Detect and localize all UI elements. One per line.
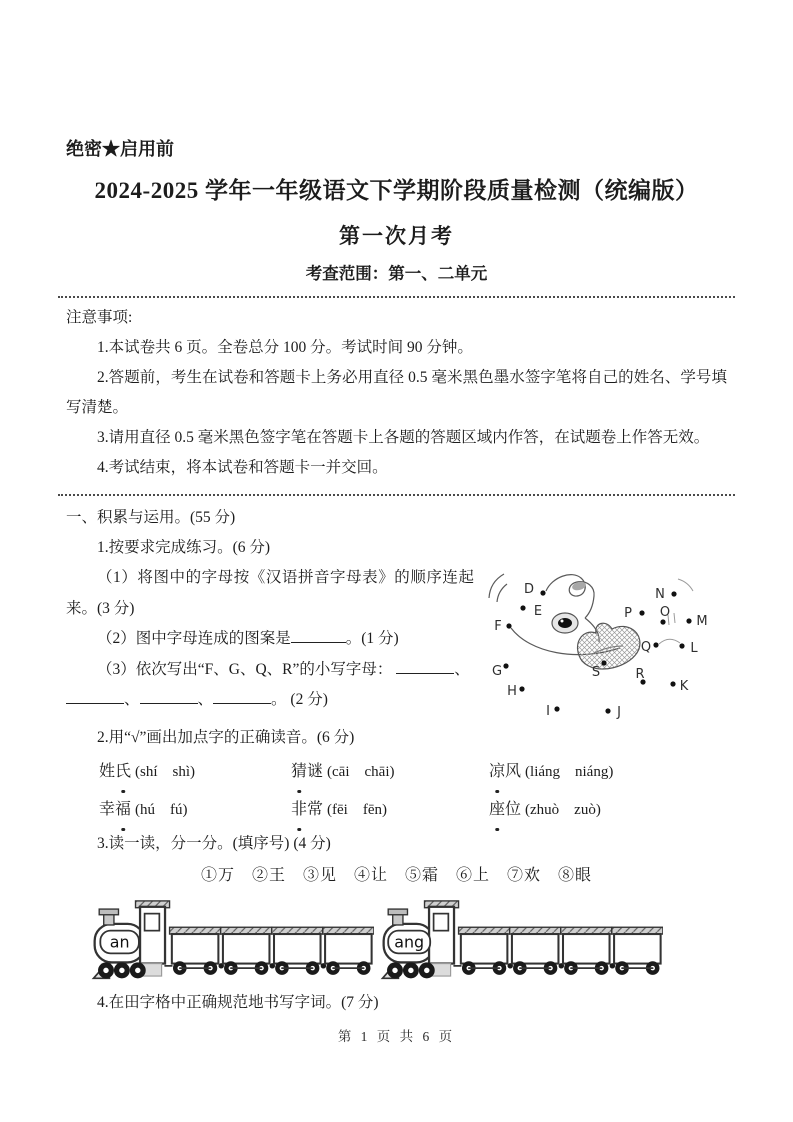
q1-sub3: （3）依次写出“F、G、Q、R”的小写字母： 、、 、 。 (2 分) — [66, 655, 474, 716]
letter-label: G — [491, 664, 503, 679]
letter-label: P — [624, 606, 632, 621]
locomotive — [94, 901, 170, 978]
notice-section — [66, 303, 727, 483]
page-footer: 第 1 页 共 6 页 — [337, 1029, 456, 1044]
wagon — [459, 927, 510, 975]
loco-wheels — [387, 962, 435, 978]
answer-blank — [213, 690, 271, 704]
letter-label: R — [635, 667, 645, 682]
answer-blank — [396, 660, 454, 674]
q2-row-2 — [66, 796, 727, 829]
trains-figure — [66, 900, 727, 984]
exam-body — [66, 503, 727, 1018]
word-item: 非常 (fēi fēn) — [291, 796, 489, 829]
cab-window — [434, 914, 449, 931]
q3-stem: 3.读一读，分一分。(填序号) (4 分) — [97, 835, 331, 852]
q4-stem: 4.在田字格中正确规范地书写字词。(7 分) — [97, 994, 379, 1011]
letter-label: I — [546, 704, 550, 719]
q2-row-1 — [66, 758, 727, 791]
letter-label: Q — [640, 640, 652, 655]
chimney-cap — [99, 909, 118, 915]
train-ang — [379, 900, 663, 984]
locomotive — [383, 901, 459, 978]
notice-item-2: 2.答题前，考生在试卷和答题卡上务必用直径 0.5 毫米黑色墨水签字笔将自己的姓名、学号填写清楚。 — [66, 369, 727, 416]
train-label: ang — [394, 932, 425, 952]
wagon — [561, 927, 612, 975]
wagons — [165, 927, 374, 975]
letter-label: O — [659, 605, 671, 620]
wagon — [612, 927, 663, 975]
train-label: an — [109, 932, 130, 952]
wing-hatched — [578, 623, 640, 669]
q1-stem: 1.按要求完成练习。(6 分) — [97, 539, 271, 556]
section1-heading: 一、积累与运用。(55 分) — [66, 509, 236, 526]
answer-blank — [66, 690, 124, 704]
word-item: 猜谜 (cāi chāi) — [291, 758, 489, 791]
wagon — [510, 927, 561, 975]
letter-label: K — [679, 679, 689, 694]
letter-label: H — [507, 684, 517, 699]
eye — [552, 613, 578, 633]
word-item: 凉风 (liáng niáng) — [489, 758, 727, 791]
wagon — [170, 927, 221, 975]
exam-title: 2024-2025 学年一年级语文下学期阶段质量检测（统编版） — [94, 178, 699, 203]
answer-blank — [140, 690, 198, 704]
letter-label: D — [523, 582, 535, 597]
letter-label: F — [494, 619, 502, 634]
exam-subtitle: 第一次月考 — [339, 224, 454, 248]
dotted-divider-top — [58, 295, 735, 298]
wagon — [323, 927, 374, 975]
notice-item-3: 3.请用直径 0.5 毫米黑色签字笔在答题卡上各题的答题区域内作答，在试题卷上作答无效。 — [97, 429, 710, 446]
chimney-cap — [388, 909, 407, 915]
letter-label: J — [617, 705, 621, 720]
secrecy-label: 绝密★启用前 — [66, 139, 174, 159]
q1-sub2: （2）图中字母连成的图案是 。(1 分) — [97, 630, 399, 647]
q3-options: ①万 ②王 ③见 ④让 ⑤霜 ⑥上 ⑦欢 ⑧眼 — [200, 867, 592, 884]
notice-item-4: 4.考试结束，将本试卷和答题卡一并交回。 — [97, 459, 388, 476]
letter-label: M — [696, 614, 708, 629]
q2-stem: 2.用“√”画出加点字的正确读音。(6 分) — [97, 729, 355, 746]
wagons — [454, 927, 663, 975]
q1-content — [66, 563, 727, 723]
word-item: 幸福 (hú fú) — [99, 796, 291, 829]
cab-window — [145, 914, 160, 931]
exam-scope: 考查范围：第一、二单元 — [305, 264, 488, 283]
letter-label: E — [533, 604, 543, 619]
wagon — [221, 927, 272, 975]
wagon — [272, 927, 323, 975]
letter-label: S — [591, 665, 601, 680]
letter-label: N — [655, 587, 665, 602]
word-item: 姓氏 (shí shì) — [99, 758, 291, 791]
q1-subquestions — [66, 563, 474, 716]
answer-blank — [291, 629, 346, 643]
letter-dots-figure — [482, 565, 762, 723]
train-an — [90, 900, 374, 984]
letter-label: L — [690, 641, 698, 656]
notice-item-1: 1.本试卷共 6 页。全卷总分 100 分。考试时间 90 分钟。 — [97, 339, 473, 356]
notice-heading: 注意事项: — [66, 309, 133, 326]
word-item: 座位 (zhuò zuò) — [489, 796, 727, 829]
dotted-divider-bottom — [58, 493, 735, 496]
q1-sub1: （1）将图中的字母按《汉语拼音字母表》的顺序连起来。(3 分) — [66, 569, 474, 617]
loco-wheels — [98, 962, 146, 978]
